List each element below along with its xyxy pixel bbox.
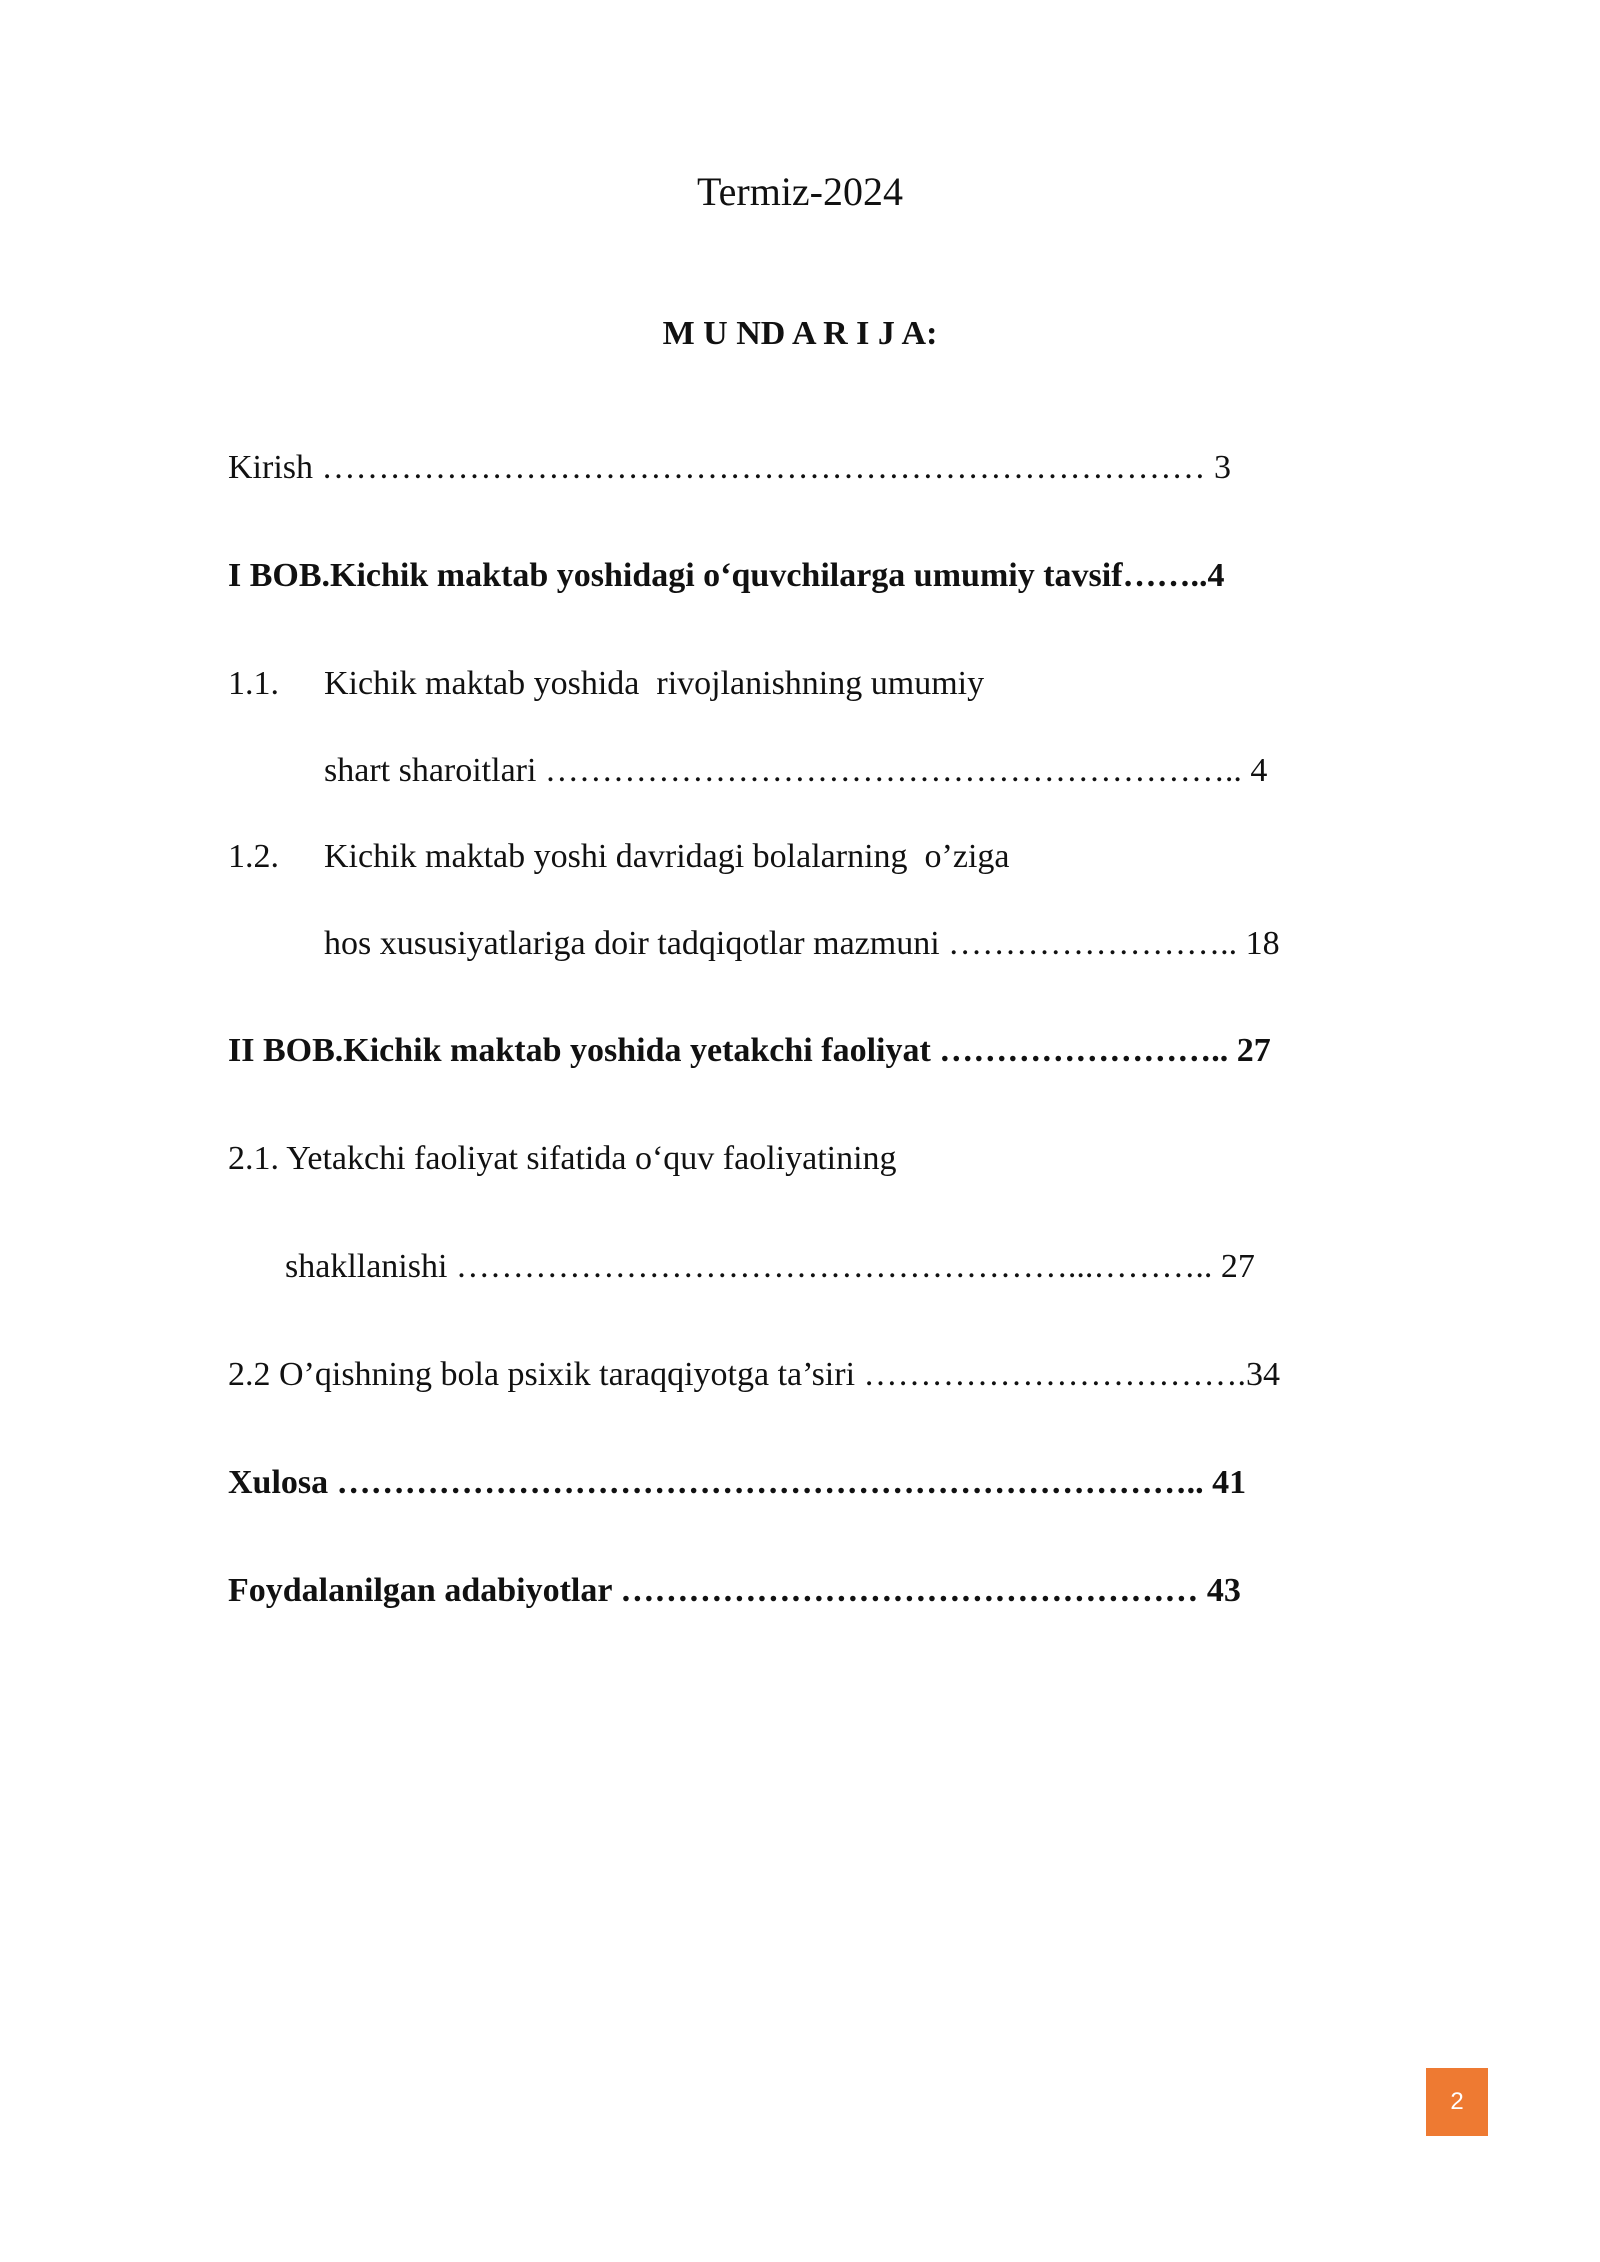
toc-entry-chapter-2: II BOB.Kichik maktab yoshida yetakchi faoliyat …………………….. 27 xyxy=(228,1032,1271,1069)
toc-entry-1-2 xyxy=(228,837,1009,877)
city-year-line: Termiz-2024 xyxy=(696,169,903,214)
toc-entry-xulosa: Xulosa ………………………………………………………………….. 41 xyxy=(228,1464,1247,1501)
page-number-badge: 2 xyxy=(1426,2068,1488,2136)
toc-entry-1-1-cont: shart sharoitlari …………………………………………………….. 4 xyxy=(324,752,1268,789)
toc-entry-bibliography: Foydalanilgan adabiyotlar …………………………………………… 43 xyxy=(228,1572,1241,1609)
toc-entry-2-2: 2.2 O’qishning bola psixik taraqqiyotga ta’siri …………………………….34 xyxy=(228,1356,1281,1393)
toc-entry-number: 1.1. xyxy=(228,665,279,702)
toc-title: M U ND A R I J A: xyxy=(662,315,938,352)
toc-entry-kirish: Kirish …………………………………………………………………… 3 xyxy=(228,449,1231,486)
toc-entry-1-1 xyxy=(228,664,984,704)
toc-entry-number: 1.2. xyxy=(228,838,279,875)
toc-entry-chapter-1: I BOB.Kichik maktab yoshidagi o‘quvchilarga umumiy tavsif……..4 xyxy=(228,557,1225,594)
toc-entry-2-1: 2.1. Yetakchi faoliyat sifatida o‘quv faoliyatining xyxy=(228,1140,897,1177)
toc-entry-text: Kichik maktab yoshi davridagi bolalarning o’ziga xyxy=(324,838,1010,875)
toc-entry-1-2-cont: hos xususiyatlariga doir tadqiqotlar mazmuni …………………….. 18 xyxy=(324,925,1280,962)
toc-entry-text: Kichik maktab yoshida rivojlanishning umumiy xyxy=(324,665,985,702)
toc-entry-2-1-cont: shakllanishi ………………………………………………...……….. 27 xyxy=(285,1248,1255,1285)
